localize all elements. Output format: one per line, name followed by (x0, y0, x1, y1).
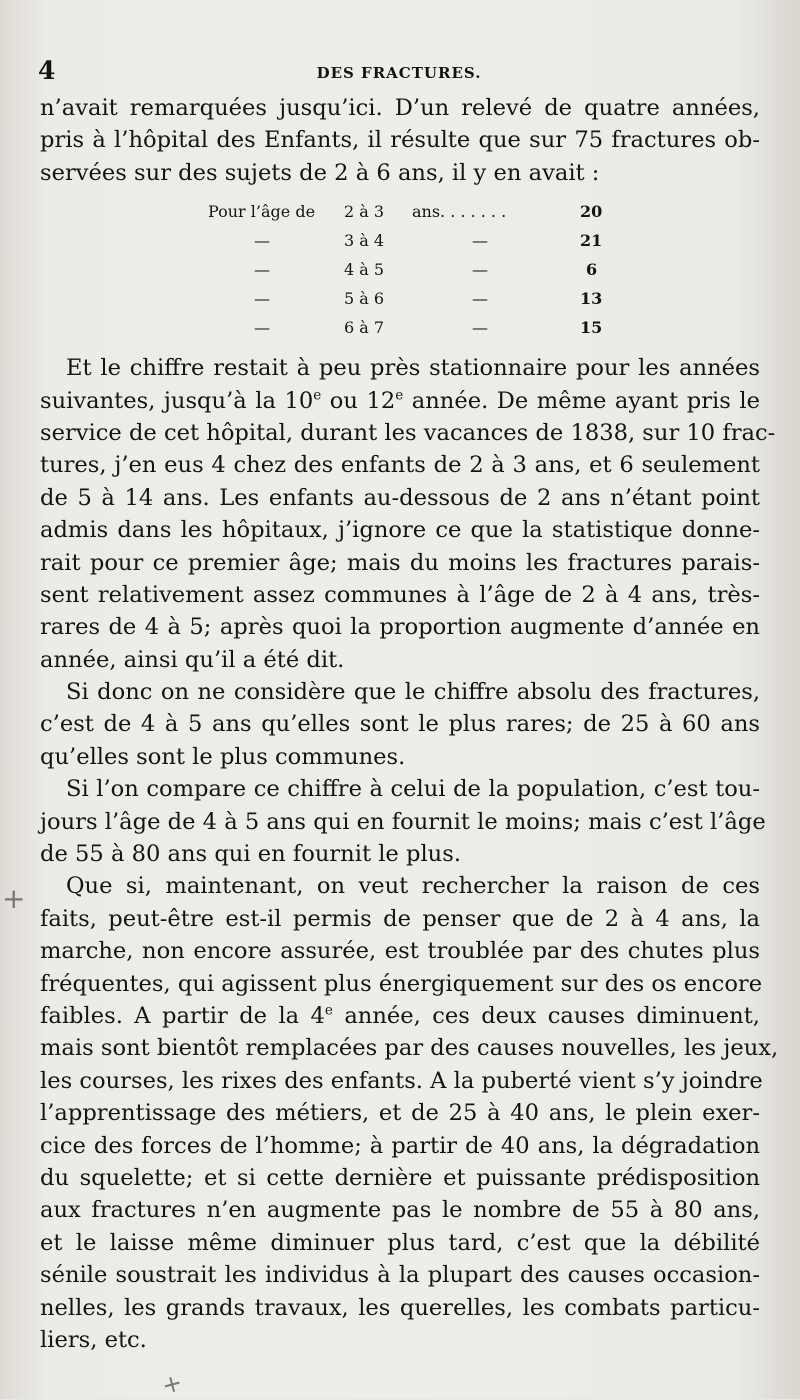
text-line: tures, j’en eus 4 chez des enfants de 2 à 3 ans, et 6 seulement (40, 452, 760, 479)
table-row (40, 199, 760, 225)
page-header (38, 56, 760, 88)
age-fracture-table (40, 189, 760, 352)
table-label: Pour l’âge de (208, 202, 316, 222)
text-line: nelles, les grands travaux, les querelles, les combats particu- (40, 1294, 760, 1321)
fracture-count: 13 (580, 289, 603, 309)
text-line: qu’elles sont le plus communes. (40, 743, 406, 770)
running-title: DES FRACTURES. (316, 64, 482, 82)
text-line: Que si, maintenant, on veut rechercher la raison de ces (66, 873, 760, 900)
ordinal-suffix: e (324, 1002, 333, 1019)
ordinal-suffix: e (395, 387, 404, 404)
table-row (40, 315, 760, 341)
text-line: et le laisse même diminuer plus tard, c’est que la débilité (40, 1229, 760, 1256)
text-line: l’apprentissage des métiers, et de 25 à 40 ans, le plein exer- (40, 1100, 760, 1127)
text-line: servées sur des sujets de 2 à 6 ans, il y en avait : (40, 159, 600, 186)
fracture-count: 20 (580, 202, 603, 222)
ditto-dash: — (254, 289, 270, 309)
fracture-count: 15 (580, 318, 603, 338)
text-line (40, 1000, 760, 1032)
ditto-dash: — (472, 318, 488, 338)
age-range: 4 à 5 (344, 260, 385, 280)
text-line: cice des forces de l’homme; à partir de 40 ans, la dégradation (40, 1132, 760, 1159)
age-range: 3 à 4 (344, 231, 385, 251)
table-row (40, 286, 760, 312)
age-range: 6 à 7 (344, 318, 385, 338)
ditto-dash: — (254, 260, 270, 280)
body-text (40, 92, 779, 1356)
text-fragment: année, ces deux causes diminuent, (332, 1002, 760, 1029)
age-unit: ans. . . . . . . (412, 202, 507, 222)
text-fragment: année. De même ayant pris le (403, 387, 760, 414)
fracture-count: 6 (586, 260, 598, 280)
text-line: service de cet hôpital, durant les vacances de 1838, sur 10 frac- (40, 419, 776, 446)
text-line: marche, non encore assurée, est troublée par des chutes plus (40, 938, 760, 965)
fracture-count: 21 (580, 231, 603, 251)
text-line: Si l’on compare ce chiffre à celui de la population, c’est tou- (66, 776, 760, 803)
text-line: c’est de 4 à 5 ans qu’elles sont le plus rares; de 25 à 60 ans (40, 711, 760, 738)
text-line: aux fractures n’en augmente pas le nombre de 55 à 80 ans, (40, 1197, 760, 1224)
ditto-dash: — (254, 318, 270, 338)
text-line (40, 385, 760, 417)
text-fragment: ou 12 (321, 387, 396, 414)
ditto-dash: — (254, 231, 270, 251)
text-line: rares de 4 à 5; après quoi la proportion augmente d’année en (40, 614, 760, 641)
page-number: 4 (38, 56, 56, 85)
text-line: jours l’âge de 4 à 5 ans qui en fournit le moins; mais c’est l’âge (40, 808, 766, 835)
text-line: de 55 à 80 ans qui en fournit le plus. (40, 841, 462, 868)
text-line: sent relativement assez communes à l’âge de 2 à 4 ans, très- (40, 581, 760, 608)
ordinal-suffix: e (313, 387, 322, 404)
text-line: sénile soustrait les individus à la plupart des causes occasion- (40, 1262, 760, 1289)
ditto-dash: — (472, 231, 488, 251)
text-line: Si donc on ne considère que le chiffre absolu des fractures, (66, 679, 760, 706)
margin-pencil-mark: + (2, 882, 26, 915)
text-line: de 5 à 14 ans. Les enfants au-dessous de 2 ans n’étant point (40, 484, 760, 511)
text-fragment: suivantes, jusqu’à la 10 (40, 387, 314, 414)
text-line: fréquentes, qui agissent plus énergiquement sur des os encore (40, 970, 763, 997)
text-line: année, ainsi qu’il a été dit. (40, 646, 345, 673)
age-range: 5 à 6 (344, 289, 385, 309)
table-row (40, 228, 760, 254)
ditto-dash: — (472, 289, 488, 309)
ditto-dash: — (472, 260, 488, 280)
text-line: n’avait remarquées jusqu’ici. D’un relevé de quatre années, (40, 95, 760, 121)
text-line: rait pour ce premier âge; mais du moins les fractures parais- (40, 549, 760, 576)
table-row (40, 257, 760, 283)
text-line: mais sont bientôt remplacées par des causes nouvelles, les jeux, (40, 1035, 779, 1062)
text-line: admis dans les hôpitaux, j’ignore ce que la statistique donne- (40, 517, 760, 544)
bottom-pencil-mark: + (158, 1367, 186, 1400)
text-line: faits, peut-être est-il permis de penser que de 2 à 4 ans, la (40, 905, 760, 932)
text-line: les courses, les rixes des enfants. A la puberté vient s’y joindre (40, 1067, 763, 1094)
text-fragment: faibles. A partir de la 4 (40, 1002, 325, 1029)
age-range: 2 à 3 (344, 202, 385, 222)
text-line: liers, etc. (40, 1326, 147, 1353)
text-line: pris à l’hôpital des Enfants, il résulte que sur 75 fractures ob- (40, 127, 760, 154)
text-line: Et le chiffre restait à peu près stationnaire pour les années (66, 355, 760, 382)
text-line: du squelette; et si cette dernière et puissante prédisposition (40, 1164, 760, 1191)
